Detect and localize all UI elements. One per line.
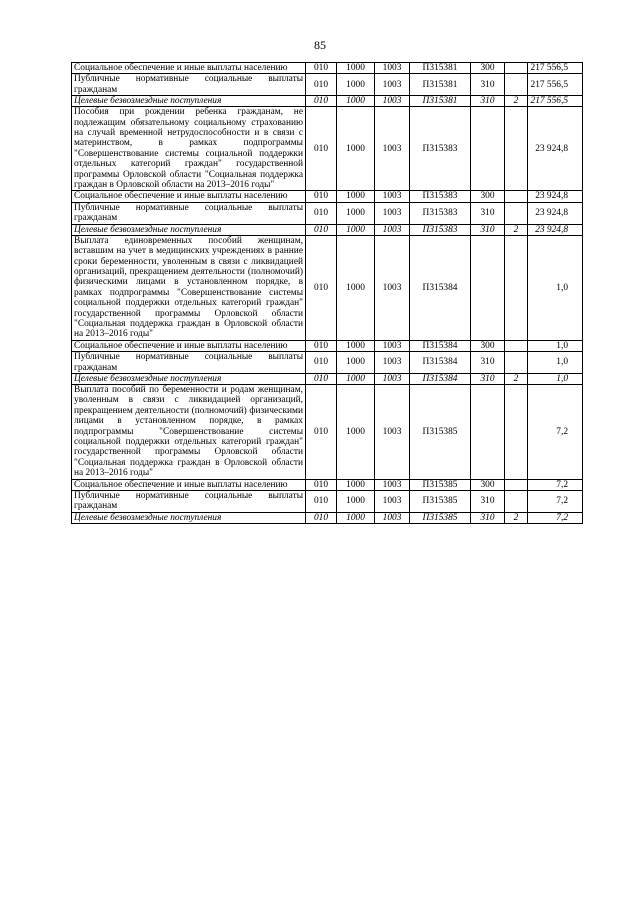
section-code-cell: 1000 <box>337 512 375 523</box>
ministry-code-cell: 010 <box>306 74 337 96</box>
amount-cell: 7,2 <box>528 384 583 479</box>
expense-type-cell: 310 <box>471 491 505 513</box>
funding-source-cell: 2 <box>505 224 528 235</box>
section-code-cell: 1000 <box>337 235 375 340</box>
target-article-cell: П315383 <box>410 191 471 202</box>
subsection-code-cell: 1003 <box>375 384 410 479</box>
subsection-code-cell: 1003 <box>375 191 410 202</box>
amount-cell: 7,2 <box>528 479 583 490</box>
expense-type-cell: 300 <box>471 479 505 490</box>
row-name-cell: Публичные нормативные социальные выплаты гражданам <box>72 491 306 513</box>
subsection-code-cell: 1003 <box>375 491 410 513</box>
row-name-cell: Целевые безвозмездные поступления <box>72 373 306 384</box>
target-article-cell: П315381 <box>410 63 471 74</box>
funding-source-cell <box>505 340 528 351</box>
section-code-cell: 1000 <box>337 340 375 351</box>
section-code-cell: 1000 <box>337 491 375 513</box>
table-row <box>72 235 583 340</box>
section-code-cell: 1000 <box>337 373 375 384</box>
section-code-cell: 1000 <box>337 479 375 490</box>
row-name-cell: Публичные нормативные социальные выплаты гражданам <box>72 352 306 374</box>
expense-type-cell <box>471 384 505 479</box>
amount-cell: 217 556,5 <box>528 63 583 74</box>
ministry-code-cell: 010 <box>306 224 337 235</box>
target-article-cell: П315384 <box>410 340 471 351</box>
amount-cell: 7,2 <box>528 512 583 523</box>
funding-source-cell <box>505 352 528 374</box>
amount-cell: 217 556,5 <box>528 74 583 96</box>
table-row <box>72 96 583 107</box>
expense-type-cell: 300 <box>471 63 505 74</box>
table-row <box>72 384 583 479</box>
expense-type-cell: 300 <box>471 191 505 202</box>
row-name-cell: Целевые безвозмездные поступления <box>72 224 306 235</box>
funding-source-cell <box>505 202 528 224</box>
target-article-cell: П315381 <box>410 74 471 96</box>
subsection-code-cell: 1003 <box>375 235 410 340</box>
subsection-code-cell: 1003 <box>375 479 410 490</box>
target-article-cell: П315384 <box>410 373 471 384</box>
ministry-code-cell: 010 <box>306 491 337 513</box>
row-name-cell: Публичные нормативные социальные выплаты гражданам <box>72 202 306 224</box>
ministry-code-cell: 010 <box>306 479 337 490</box>
table-row <box>72 202 583 224</box>
section-code-cell: 1000 <box>337 63 375 74</box>
budget-table <box>71 62 583 524</box>
ministry-code-cell: 010 <box>306 191 337 202</box>
funding-source-cell <box>505 191 528 202</box>
expense-type-cell: 300 <box>471 340 505 351</box>
row-name-cell: Целевые безвозмездные поступления <box>72 512 306 523</box>
table-row <box>72 373 583 384</box>
row-name-cell: Выплата пособий по беременности и родам женщинам, уволенным в связи с ликвидацией организаций, прекращением деятельности (полномочий) физическими лицами в установленном порядке, в рамках подпрограммы "Совершенствование системы социальной поддержки отдельных категорий граждан" государственной программы Орловской области "Социальная поддержка граждан в Орловской области на 2013–2016 годы" <box>72 384 306 479</box>
section-code-cell: 1000 <box>337 384 375 479</box>
target-article-cell: П315383 <box>410 202 471 224</box>
ministry-code-cell: 010 <box>306 373 337 384</box>
funding-source-cell <box>505 384 528 479</box>
section-code-cell: 1000 <box>337 191 375 202</box>
table-row <box>72 479 583 490</box>
amount-cell: 7,2 <box>528 491 583 513</box>
amount-cell: 23 924,8 <box>528 224 583 235</box>
row-name-cell: Социальное обеспечение и иные выплаты населению <box>72 191 306 202</box>
row-name-cell: Публичные нормативные социальные выплаты гражданам <box>72 74 306 96</box>
row-name-cell: Целевые безвозмездные поступления <box>72 96 306 107</box>
subsection-code-cell: 1003 <box>375 202 410 224</box>
table-body <box>72 63 583 524</box>
target-article-cell: П315385 <box>410 491 471 513</box>
expense-type-cell <box>471 235 505 340</box>
target-article-cell: П315384 <box>410 352 471 374</box>
amount-cell: 23 924,8 <box>528 202 583 224</box>
target-article-cell: П315381 <box>410 96 471 107</box>
row-name-cell: Выплата единовременных пособий женщинам, вставшим на учет в медицинских учреждениях в ранние сроки беременности, уволенным в связи с ликвидацией организаций, прекращением деятельности (полномочий) физическими лицами в установленном порядке, в рамках подпрограммы "Совершенствование системы социальной поддержки отдельных категорий граждан" государственной программы Орловской области "Социальная поддержка граждан в Орловской области на 2013–2016 годы" <box>72 235 306 340</box>
amount-cell: 23 924,8 <box>528 191 583 202</box>
section-code-cell: 1000 <box>337 96 375 107</box>
row-name-cell: Социальное обеспечение и иные выплаты населению <box>72 63 306 74</box>
funding-source-cell <box>505 63 528 74</box>
expense-type-cell: 310 <box>471 224 505 235</box>
table-row <box>72 74 583 96</box>
ministry-code-cell: 010 <box>306 63 337 74</box>
ministry-code-cell: 010 <box>306 235 337 340</box>
page-number: 85 <box>314 38 326 52</box>
table-row <box>72 512 583 523</box>
subsection-code-cell: 1003 <box>375 74 410 96</box>
amount-cell: 1,0 <box>528 352 583 374</box>
funding-source-cell <box>505 74 528 96</box>
table-row <box>72 224 583 235</box>
expense-type-cell: 310 <box>471 512 505 523</box>
ministry-code-cell: 010 <box>306 352 337 374</box>
section-code-cell: 1000 <box>337 74 375 96</box>
target-article-cell: П315385 <box>410 384 471 479</box>
subsection-code-cell: 1003 <box>375 63 410 74</box>
target-article-cell: П315383 <box>410 107 471 191</box>
funding-source-cell: 2 <box>505 373 528 384</box>
amount-cell: 1,0 <box>528 235 583 340</box>
target-article-cell: П315384 <box>410 235 471 340</box>
target-article-cell: П315385 <box>410 479 471 490</box>
subsection-code-cell: 1003 <box>375 352 410 374</box>
table-row <box>72 491 583 513</box>
funding-source-cell <box>505 107 528 191</box>
subsection-code-cell: 1003 <box>375 107 410 191</box>
ministry-code-cell: 010 <box>306 96 337 107</box>
subsection-code-cell: 1003 <box>375 340 410 351</box>
expense-type-cell: 310 <box>471 373 505 384</box>
expense-type-cell: 310 <box>471 352 505 374</box>
table-row <box>72 63 583 74</box>
table-row <box>72 191 583 202</box>
expense-type-cell: 310 <box>471 74 505 96</box>
funding-source-cell <box>505 479 528 490</box>
amount-cell: 1,0 <box>528 373 583 384</box>
section-code-cell: 1000 <box>337 107 375 191</box>
section-code-cell: 1000 <box>337 352 375 374</box>
subsection-code-cell: 1003 <box>375 224 410 235</box>
amount-cell: 23 924,8 <box>528 107 583 191</box>
row-name-cell: Пособия при рождении ребенка гражданам, не подлежащим обязательному социальному страхованию на случай временной нетрудоспособности и в связи с материнством, в рамках подпрограммы "Совершенствование системы социальной поддержки отдельных категорий граждан" государственной программы Орловской области "Социальная поддержка граждан в Орловской области на 2013–2016 годы" <box>72 107 306 191</box>
subsection-code-cell: 1003 <box>375 96 410 107</box>
subsection-code-cell: 1003 <box>375 512 410 523</box>
ministry-code-cell: 010 <box>306 107 337 191</box>
expense-type-cell: 310 <box>471 96 505 107</box>
amount-cell: 217 556,5 <box>528 96 583 107</box>
funding-source-cell <box>505 491 528 513</box>
amount-cell: 1,0 <box>528 340 583 351</box>
section-code-cell: 1000 <box>337 224 375 235</box>
target-article-cell: П315385 <box>410 512 471 523</box>
ministry-code-cell: 010 <box>306 384 337 479</box>
table-row <box>72 107 583 191</box>
funding-source-cell: 2 <box>505 96 528 107</box>
ministry-code-cell: 010 <box>306 202 337 224</box>
expense-type-cell: 310 <box>471 202 505 224</box>
expense-type-cell <box>471 107 505 191</box>
target-article-cell: П315383 <box>410 224 471 235</box>
funding-source-cell <box>505 235 528 340</box>
section-code-cell: 1000 <box>337 202 375 224</box>
row-name-cell: Социальное обеспечение и иные выплаты населению <box>72 479 306 490</box>
ministry-code-cell: 010 <box>306 340 337 351</box>
funding-source-cell: 2 <box>505 512 528 523</box>
ministry-code-cell: 010 <box>306 512 337 523</box>
table-row <box>72 340 583 351</box>
table-row <box>72 352 583 374</box>
row-name-cell: Социальное обеспечение и иные выплаты населению <box>72 340 306 351</box>
subsection-code-cell: 1003 <box>375 373 410 384</box>
